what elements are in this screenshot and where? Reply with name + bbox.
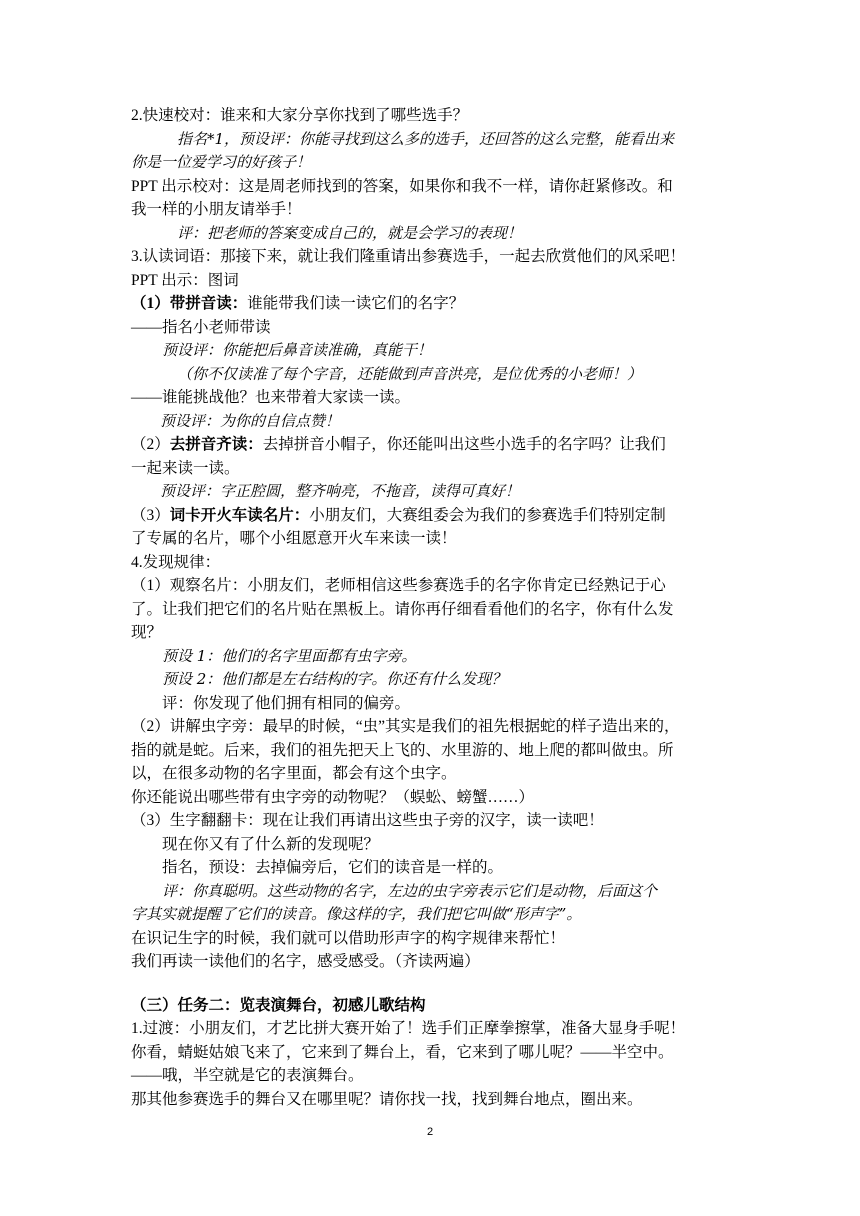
bold-label: （1）带拼音读：: [131, 295, 248, 312]
text-span: （2）: [131, 436, 170, 453]
text-line: ——谁能挑战他？也来带着大家读一读。: [131, 389, 411, 406]
text-line: 4.发现规律：: [131, 553, 221, 571]
text-line: 一起来读一读。: [131, 459, 240, 477]
text-line: PPT 出示：图词: [131, 271, 239, 289]
text-span: 小朋友们，大赛组委会为我们的参赛选手们特别定制: [309, 506, 666, 524]
paragraph-gap: [131, 974, 735, 994]
page-number: 2: [426, 1126, 434, 1138]
text-line: 3.认读词语：那接下来，就让我们隆重请出参赛选手，一起去欣赏他们的风采吧！: [131, 248, 686, 265]
bold-label: 词卡开火车读名片：: [169, 506, 310, 524]
text-span: 去掉拼音小帽子，你还能叫出这些小选手的名字吗？让我们: [262, 436, 666, 453]
text-line: （3）生字翻翻卡：现在让我们再请出这些虫子旁的汉字，读一读吧！: [131, 812, 604, 829]
text-line: 预设评：你能把后鼻音读准确，真能干！: [162, 341, 433, 359]
text-line: 评：你真聪明。这些动物的名字，左边的虫字旁表示它们是动物，后面这个: [162, 881, 658, 900]
text-line: 你看，蜻蜓姑娘飞来了，它来到了舞台上，看，它来到了哪儿呢？——半空中。: [131, 1043, 674, 1061]
text-line: 指的就是蛇。后来，我们的祖先把天上飞的、水里游的、地上爬的都叫做虫。所: [131, 741, 674, 759]
text-line: 1.过渡：小朋友们，才艺比拼大赛开始了！选手们正摩拳擦掌，准备大显身手呢！: [131, 1020, 686, 1037]
text-line: 预设评：为你的自信点赞！: [160, 411, 341, 430]
text-line: 我们再读一读他们的名字，感受感受。（齐读两遍）: [131, 953, 480, 970]
text-line: 预设 2：他们都是左右结构的字。你还有什么发现？: [162, 670, 507, 688]
text-line: PPT 出示校对：这是周老师找到的答案，如果你和我不一样，请你赶紧修改。和: [131, 177, 673, 195]
text-line: [131, 433, 735, 457]
text-line: 在识记生字的时候，我们就可以借助形声字的构字规律来帮忙！: [131, 929, 566, 947]
text-line: （你不仅读准了每个字音，还能做到声音洪亮，是位优秀的小老师！）: [177, 364, 643, 383]
section-heading: （三）任务二：览表演舞台，初感儿歌结构: [131, 996, 426, 1014]
text-line: 现？: [131, 624, 163, 641]
text-line: 了专属的名片，哪个小组愿意开火车来读一读！: [131, 530, 457, 547]
text-line: 评：你发现了他们拥有相同的偏旁。: [162, 694, 411, 712]
text-line: （1）观察名片：小朋友们，老师相信这些参赛选手的名字你肯定已经熟记于心: [131, 577, 666, 594]
text-line: 指名，预设：去掉偏旁后，它们的读音是一样的。: [162, 859, 504, 876]
bold-label: 去拼音齐读：: [169, 436, 263, 453]
text-line: 了。让我们把它们的名片贴在黑板上。请你再仔细看看他们的名字，你有什么发: [131, 600, 674, 618]
text-line: ——指名小老师带读: [131, 318, 271, 336]
text-line: 你还能说出哪些带有虫字旁的动物呢？（蜈蚣、螃蟹……）: [131, 788, 535, 806]
text-line: [131, 504, 735, 528]
text-span: 谁能带我们读一读它们的名字？: [247, 295, 465, 312]
text-line: 你是一位爱学习的好孩子！: [131, 153, 312, 171]
text-line: 指名*1，预设评：你能寻找到这么多的选手，还回答的这么完整，能看出来: [177, 129, 675, 148]
text-line: 预设评：字正腔圆，整齐响亮，不拖音，读得可真好！: [160, 482, 521, 500]
text-line: 2.快速校对：谁来和大家分享你找到了哪些选手？: [131, 107, 469, 124]
page-content: [131, 104, 735, 1111]
text-line: 我一样的小朋友请举手！: [131, 201, 302, 218]
text-span: （3）: [131, 506, 170, 524]
text-line: 以，在很多动物的名字里面，都会有这个虫字。: [131, 765, 457, 782]
text-line: 现在你又有了什么新的发现呢？: [162, 835, 380, 853]
text-line: 评：把老师的答案变成自己的，就是会学习的表现！: [177, 223, 523, 242]
text-line: 预设 1：他们的名字里面都有虫字旁。: [162, 646, 417, 665]
text-line: ——哦，半空就是它的表演舞台。: [131, 1067, 364, 1084]
text-line: 字其实就提醒了它们的读音。像这样的字，我们把它叫做“形声字”。: [131, 905, 582, 923]
text-line: 那其他参赛选手的舞台又在哪里呢？请你找一找，找到舞台地点，圈出来。: [131, 1090, 643, 1108]
text-line: [131, 292, 735, 316]
text-line: （2）讲解虫字旁：最早的时候，“虫”其实是我们的祖先根据蛇的样子造出来的，: [131, 718, 680, 735]
